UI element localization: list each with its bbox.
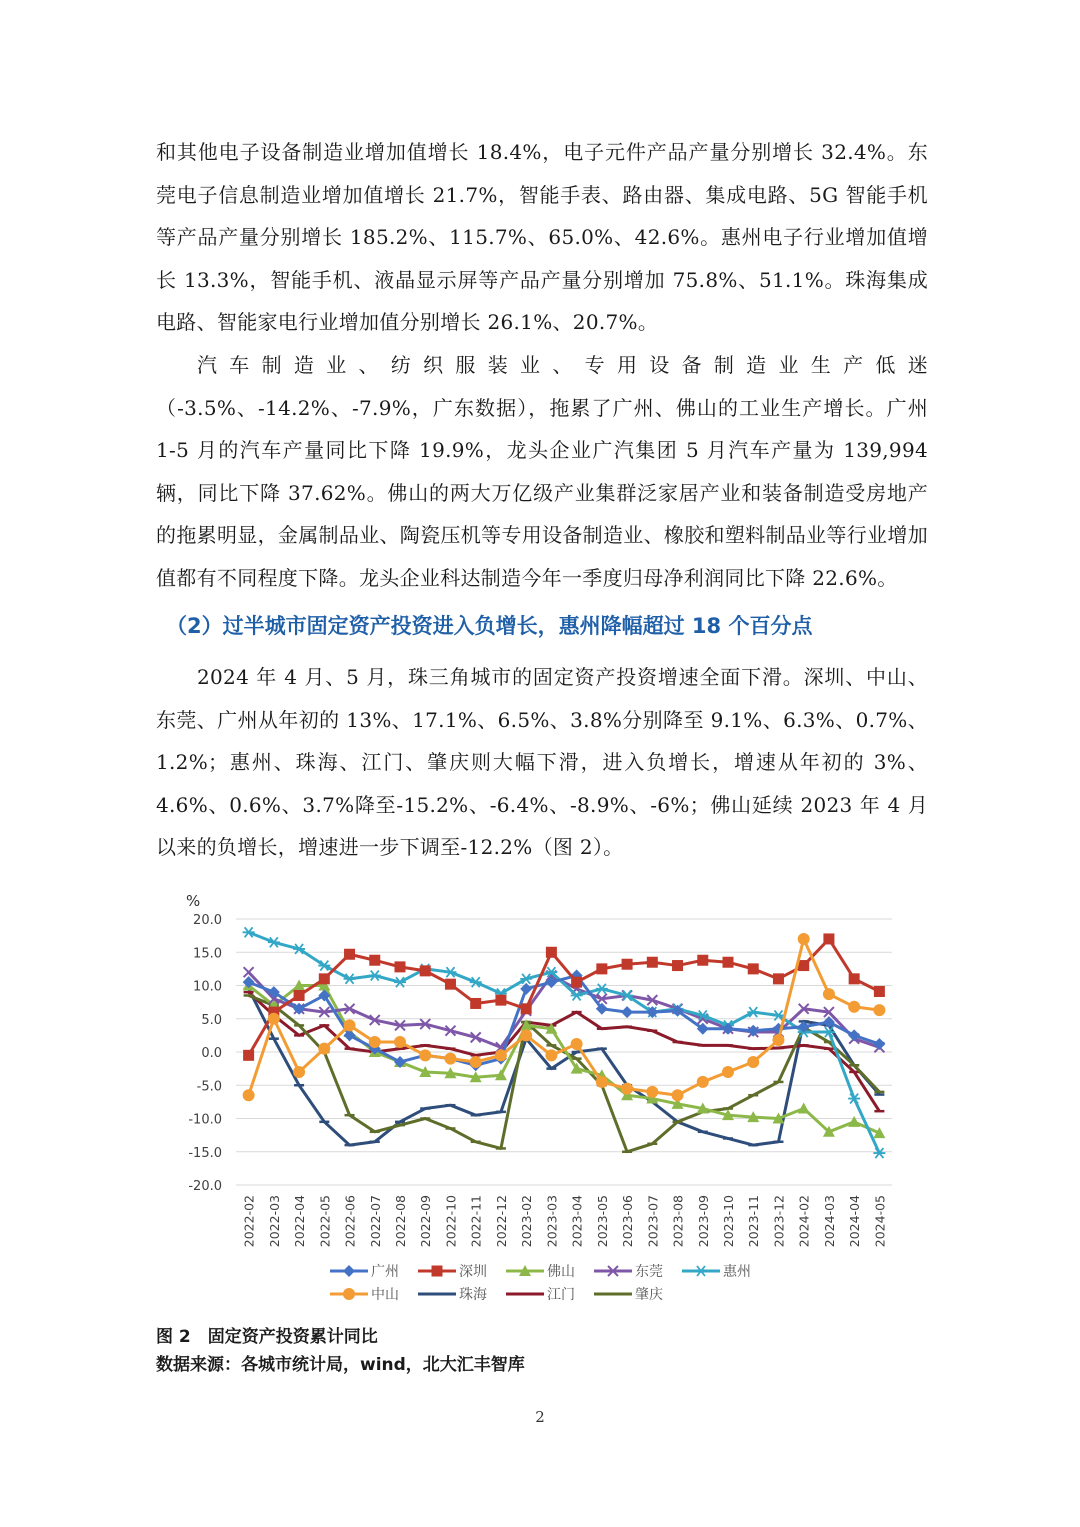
legend-label: 江门 [547, 1287, 575, 1303]
x-tick-label: 2023-06 [620, 1195, 636, 1248]
x-tick-label: 2023-02 [519, 1195, 535, 1248]
x-tick-label: 2023-09 [695, 1195, 711, 1248]
section-title: （2）过半城市固定资产投资进入负增长，惠州降幅超过 18 个百分点 [166, 614, 813, 638]
x-tick-label: 2023-10 [721, 1195, 736, 1248]
data-point [748, 963, 759, 974]
y-tick-label: 15.0 [193, 946, 222, 962]
source-note: 数据来源：各城市统计局，wind，北大汇丰智库 [156, 1355, 525, 1375]
x-tick-label: 2022-04 [292, 1195, 308, 1248]
figure-caption: 图 2 固定资产投资累计同比 [156, 1327, 378, 1347]
data-point [571, 977, 582, 988]
data-point [772, 1034, 784, 1046]
data-point [697, 955, 708, 966]
data-point [672, 960, 683, 971]
series-惠州 [243, 927, 886, 1158]
data-point [873, 1038, 885, 1050]
data-point [545, 1049, 557, 1061]
data-point [318, 1043, 330, 1055]
legend-label: 佛山 [547, 1264, 575, 1280]
legend-label: 深圳 [459, 1264, 487, 1280]
legend-label: 广州 [371, 1264, 399, 1280]
legend-label: 珠海 [459, 1287, 487, 1303]
data-point [571, 1038, 583, 1050]
x-tick-label: 2022-11 [468, 1195, 484, 1248]
data-point [873, 1004, 885, 1016]
legend-item [594, 1286, 663, 1303]
x-tick-label: 2023-03 [544, 1195, 560, 1248]
chart-legend [330, 1263, 751, 1303]
x-tick-label: 2023-11 [746, 1195, 762, 1248]
data-point [722, 1066, 734, 1078]
data-point [394, 1036, 406, 1048]
data-point [293, 1066, 305, 1078]
data-point [798, 1103, 810, 1114]
page-number: 2 [535, 1408, 545, 1426]
x-tick-label: 2023-12 [771, 1195, 787, 1248]
data-point [596, 1076, 608, 1088]
data-point [622, 959, 633, 970]
x-tick-label: 2023-08 [670, 1195, 686, 1248]
data-point [470, 998, 481, 1009]
data-point [243, 1050, 254, 1061]
legend-label: 东莞 [635, 1264, 663, 1280]
y-tick-label: 0.0 [201, 1046, 222, 1061]
y-tick-label: -10.0 [188, 1112, 222, 1128]
data-point [823, 988, 835, 1000]
data-point [798, 960, 809, 971]
data-point [849, 973, 860, 984]
data-point [672, 1089, 684, 1101]
data-point [470, 1056, 482, 1068]
x-tick-label: 2022-07 [367, 1195, 383, 1248]
data-point [848, 1001, 860, 1013]
data-point [647, 957, 658, 968]
y-tick-label: -20.0 [188, 1179, 222, 1194]
data-point [495, 1049, 507, 1061]
data-point [621, 1083, 633, 1095]
data-point [495, 995, 506, 1006]
x-tick-label: 2022-09 [418, 1195, 434, 1248]
data-point [520, 983, 532, 995]
data-point [444, 1053, 456, 1065]
legend-marker [343, 1265, 355, 1277]
data-point [294, 990, 305, 1001]
x-tick-label: 2024-02 [796, 1195, 812, 1248]
legend-marker [343, 1288, 355, 1300]
data-point [319, 973, 330, 984]
data-point [244, 967, 254, 977]
legend-marker [695, 1266, 707, 1276]
x-tick-label: 2022-06 [342, 1195, 358, 1248]
series-lines [243, 927, 886, 1158]
data-point [773, 973, 784, 984]
data-point [848, 1116, 860, 1127]
data-point [596, 963, 607, 974]
paragraph-electronics: 和其他电子设备制造业增加值增长 18.4%，电子元件产品产量分别增长 32.4%。东莞电子信息制造业增加值增长 21.7%，智能手表、路由器、集成电路、5G 智能手机等产品产量分别增长 185.2%、115.7%、65.0%、42.6%。惠州电子行业增加值增长 13.3%，智能手机、液晶显示屏等产品产量分别增加 75.8%、51.1%。珠海集成电路、智能家电行业增加值分别增长 26.1%、20.7%。 [156, 140, 928, 334]
data-point [546, 947, 557, 958]
legend-item [594, 1264, 663, 1280]
data-point [344, 949, 355, 960]
fixed-asset-investment-chart [160, 880, 920, 1310]
legend-marker [432, 1266, 443, 1277]
data-point [369, 971, 381, 981]
series-line [249, 939, 880, 1055]
y-tick-label: -15.0 [188, 1145, 222, 1161]
legend-label: 肇庆 [635, 1287, 663, 1303]
x-tick-label: 2022-03 [266, 1195, 282, 1248]
data-point [420, 965, 431, 976]
y-axis-ticks [188, 913, 222, 1194]
data-point [419, 1049, 431, 1061]
x-tick-label: 2023-04 [569, 1195, 585, 1248]
x-tick-label: 2022-05 [317, 1195, 333, 1248]
paragraph-auto-textile: 汽车制造业、纺织服装业、专用设备制造业生产低迷（-3.5%、-14.2%、-7.9%，广东数据），拖累了广州、佛山的工业生产增长。广州 1-5 月的汽车产量同比下降 19.9%，龙头企业广汽集团 5 月汽车产量为 139,994 辆，同比下降 37.62%。佛山的两大万亿级产业集群泛家居产业和装备制造受房地产的拖累明显，金属制品业、陶瓷压机等专用设备制造业、橡胶和塑料制品业等行业增加值都有不同程度下降。龙头企业科达制造今年一季度归母净利润同比下降 22.6%。 [156, 353, 928, 590]
paragraph-fixed-investment: 2024 年 4 月、5 月，珠三角城市的固定资产投资增速全面下滑。深圳、中山、东莞、广州从年初的 13%、17.1%、6.5%、3.8%分别降至 9.1%、6.3%、0.7%、1.2%；惠州、珠海、江门、肇庆则大幅下滑，进入负增长，增速从年初的 3%、4.6%、0.6%、3.7%降至-15.2%、-6.4%、-8.9%、-6%；佛山延续 2023 年 4 月以来的负增长，增速进一步下调至-12.2%（图 2）。 [156, 665, 928, 859]
data-point [243, 1089, 255, 1101]
data-point [798, 933, 810, 945]
data-point [268, 937, 280, 947]
data-point [646, 1086, 658, 1098]
data-point [344, 1019, 356, 1031]
x-tick-label: 2022-12 [493, 1195, 509, 1248]
legend-item [418, 1264, 487, 1280]
data-point [520, 1029, 532, 1041]
data-point [369, 1036, 381, 1048]
legend-item [330, 1286, 399, 1303]
data-point [723, 957, 734, 968]
x-tick-label: 2022-02 [241, 1195, 257, 1248]
x-tick-label: 2024-04 [847, 1195, 863, 1248]
y-tick-label: 20.0 [193, 913, 222, 928]
data-point [521, 1003, 532, 1014]
legend-label: 中山 [371, 1287, 399, 1303]
legend-item [418, 1286, 487, 1303]
legend-item [506, 1287, 575, 1303]
y-tick-label: 5.0 [201, 1012, 222, 1028]
data-point [444, 967, 456, 977]
x-tick-label: 2023-07 [645, 1195, 661, 1248]
x-tick-label: 2023-05 [594, 1195, 610, 1248]
data-point [243, 927, 255, 937]
data-point [697, 1076, 709, 1088]
data-point [395, 961, 406, 972]
x-tick-label: 2022-10 [443, 1195, 459, 1248]
data-point [268, 1013, 280, 1025]
legend-label: 惠州 [723, 1264, 751, 1280]
data-point [874, 986, 885, 997]
legend-item [682, 1263, 751, 1280]
data-point [823, 933, 834, 944]
x-axis-ticks [242, 1195, 888, 1247]
x-tick-label: 2022-08 [393, 1195, 408, 1248]
x-tick-label: 2024-05 [872, 1195, 888, 1248]
x-tick-label: 2024-03 [821, 1195, 837, 1248]
data-point [445, 979, 456, 990]
data-point [369, 955, 380, 966]
data-point [747, 1056, 759, 1068]
y-tick-label: 10.0 [193, 979, 222, 995]
legend-item [506, 1264, 575, 1280]
legend-item [330, 1264, 399, 1280]
y-tick-label: -5.0 [196, 1079, 222, 1095]
data-point [621, 1006, 633, 1018]
y-axis-label: % [186, 892, 201, 910]
